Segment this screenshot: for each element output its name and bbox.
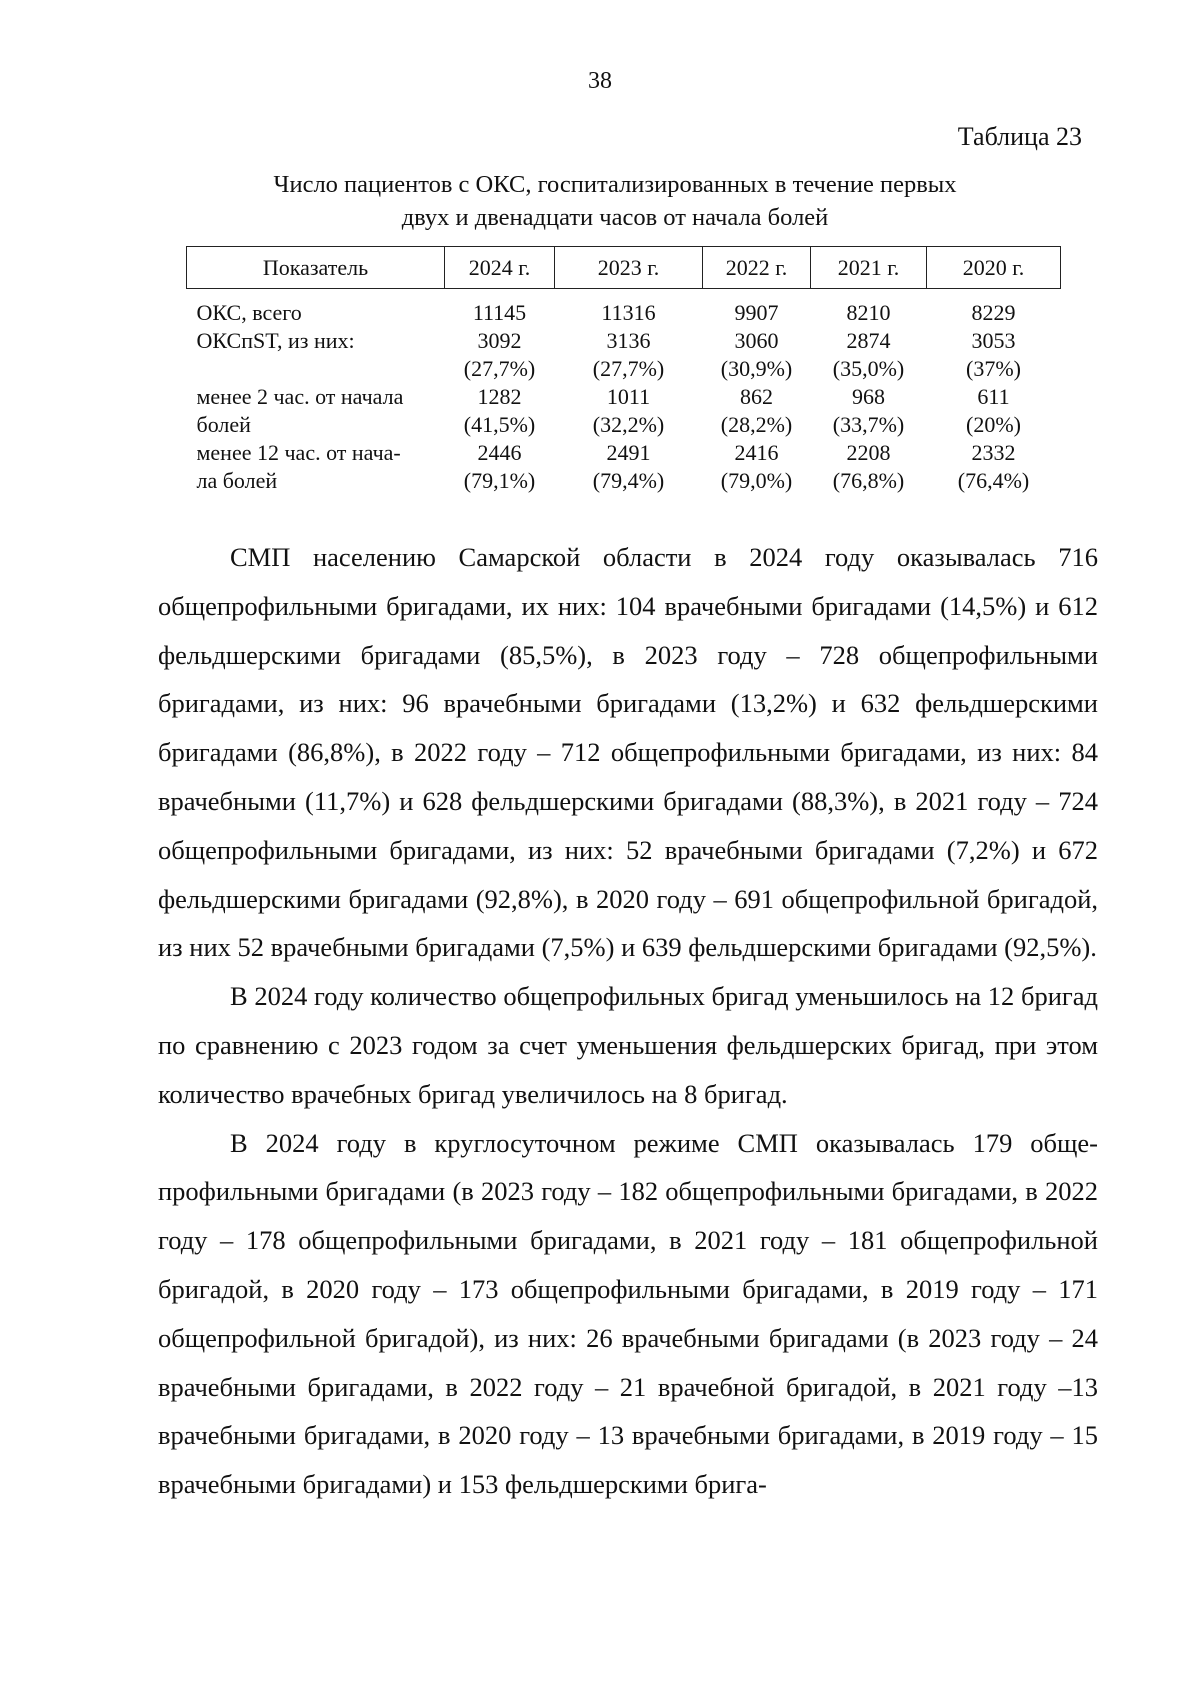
paragraph: В 2024 году количество общепрофильных бригад уменьшилось на 12 бригад по сравнению с 2023 годом за счет уменьшения фельдшерских бригад, при этом количество врачебных бригад увеличилось на 8 бригад.	[158, 981, 1098, 1109]
header-year-2024: 2024 г.	[445, 247, 555, 289]
table-cell: 8210	[846, 300, 891, 325]
table-cell: (79,0%)	[720, 468, 793, 493]
table-cell: 3053	[971, 328, 1016, 353]
table-cell	[187, 355, 445, 383]
table-cell: 611	[977, 384, 1010, 409]
page-number: 38	[588, 68, 612, 94]
table-cell: 2208	[846, 440, 891, 465]
table-cell: (30,9%)	[720, 356, 793, 381]
table-cell: (76,4%)	[957, 468, 1030, 493]
paragraph: СМП населению Самарской области в 2024 году оказывалась 716 общепрофильными бригадами, их них: 104 врачебными бригадами (14,5%) и 612 фельдшерскими бригадами (85,5%), в 2023 году – 728 общепрофильными бригадами, из них: 96 врачебными бригадами (13,2%) и 632 фельдшерскими бригадами (86,8%), в 2022 году – 712 общепрофильными бригадами, из них: 84 врачебными (11,7%) и 628 фельдшерскими бригадами (88,3%), в 2021 году – 724 общепрофильными бригадами, из них: 52 врачебными бригадами (7,2%) и 672 фельдшерскими бригадами (92,8%), в 2020 году – 691 общепрофильной бригадой, из них 52 врачебными бригадами (7,5%) и 639 фельдшерскими бригадами (92,5%).	[158, 542, 1098, 963]
table-row	[187, 289, 1061, 328]
header-indicator: Показатель	[187, 247, 445, 289]
table-cell: 1011	[606, 384, 651, 409]
table-cell: 3136	[606, 328, 651, 353]
body-text	[158, 533, 1098, 1509]
table-row	[187, 439, 1061, 467]
header-year-2023: 2023 г.	[555, 247, 703, 289]
table-row	[187, 467, 1061, 495]
table-title-line-1: Число пациентов с ОКС, госпитализированных в течение первых	[273, 171, 957, 198]
table-cell: (27,7%)	[463, 356, 536, 381]
table-cell: (32,2%)	[592, 412, 665, 437]
table-cell: 2446	[477, 440, 522, 465]
table-title	[190, 168, 1040, 234]
table-cell: (28,2%)	[720, 412, 793, 437]
header-year-2020: 2020 г.	[927, 247, 1061, 289]
statistics-table	[186, 246, 1061, 495]
table-cell: (35,0%)	[832, 356, 905, 381]
table-row	[187, 411, 1061, 439]
table-cell: 11316	[601, 300, 656, 325]
table-cell: (27,7%)	[592, 356, 665, 381]
table-label: Таблица 23	[957, 122, 1082, 151]
table-cell: (76,8%)	[832, 468, 905, 493]
table-cell: 9907	[734, 300, 779, 325]
table-cell: (79,4%)	[592, 468, 665, 493]
table-cell: (37%)	[966, 356, 1021, 381]
table-cell: 3060	[734, 328, 779, 353]
table-cell: 2416	[734, 440, 779, 465]
header-year-2021: 2021 г.	[811, 247, 927, 289]
table-cell: 1282	[477, 384, 522, 409]
table-row	[187, 383, 1061, 411]
table-cell: менее 2 час. от начала	[196, 384, 404, 409]
table-cell: 11145	[472, 300, 527, 325]
table-cell: 2332	[971, 440, 1016, 465]
table-header-row	[187, 247, 1061, 289]
paragraph: В 2024 году в круглосуточном режиме СМП оказывалась 179 общепрофильными бригадами (в 2023 году – 182 общепрофильными бригадами, в 2022 году – 178 общепрофильными бригадами, в 2021 году – 181 общепрофильной бригадой, в 2020 году – 173 общепрофильными бригадами, в 2019 году – 171 общепрофильной бригадой), из них: 26 врачебными бригадами (в 2023 году – 24 врачебными бригадами, в 2022 году – 21 врачебной бригадой, в 2021 году –13 врачебными бригадами, в 2020 году – 13 врачебными бригадами, в 2019 году – 15 врачебными бригадами) и 153 фельдшерскими брига-	[158, 1127, 1098, 1500]
table-title-line-2: двух и двенадцати часов от начала болей	[401, 204, 829, 231]
table-cell: ОКС, всего	[196, 300, 302, 325]
table-cell: ла болей	[196, 468, 278, 493]
table-cell: (33,7%)	[832, 412, 905, 437]
table-cell: болей	[196, 412, 251, 437]
table-cell: 862	[740, 384, 773, 409]
table-cell: 8229	[971, 300, 1016, 325]
table-row	[187, 355, 1061, 383]
table-cell: 968	[852, 384, 885, 409]
table-cell: ОКСпST, из них:	[196, 328, 355, 353]
header-year-2022: 2022 г.	[703, 247, 811, 289]
table-cell: (20%)	[966, 412, 1021, 437]
table-cell: 2491	[606, 440, 651, 465]
table-cell: менее 12 час. от нача-	[196, 440, 401, 465]
table-cell: (79,1%)	[463, 468, 536, 493]
table-cell: 2874	[846, 328, 891, 353]
table-cell: (41,5%)	[463, 412, 536, 437]
table-cell: 3092	[477, 328, 522, 353]
table-row	[187, 327, 1061, 355]
